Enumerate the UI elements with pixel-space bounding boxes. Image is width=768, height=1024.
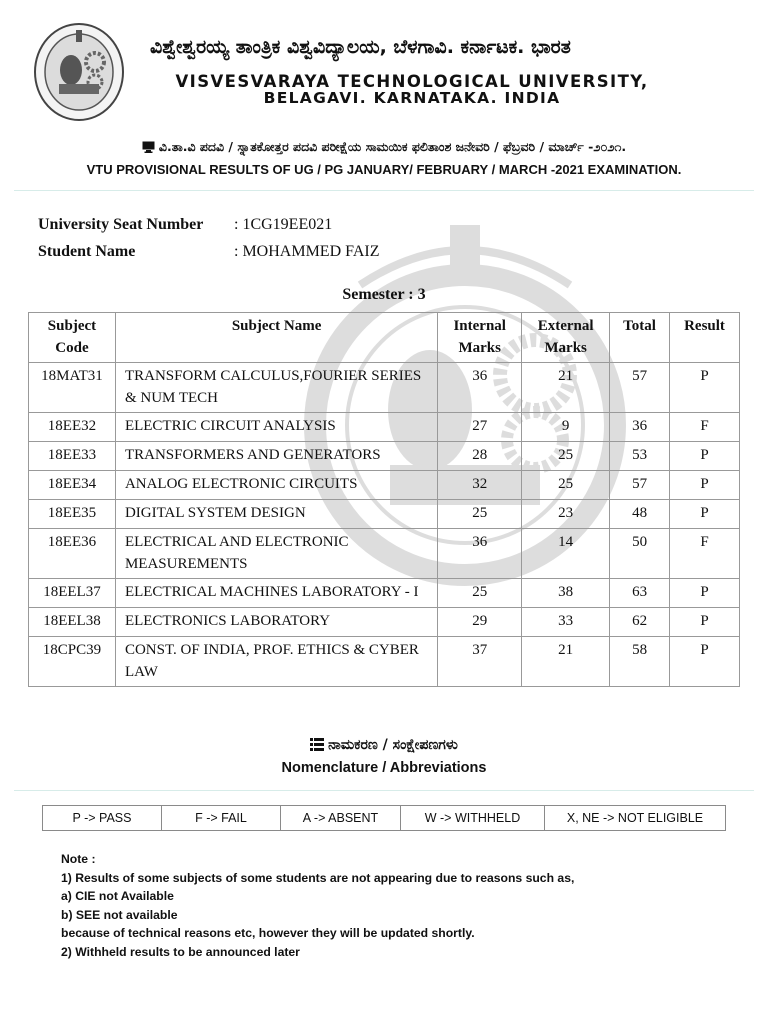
external-marks: 25 xyxy=(522,471,610,500)
note-line: 2) Withheld results to be announced later xyxy=(61,944,300,959)
internal-marks: 37 xyxy=(438,637,522,687)
subject-name: ANALOG ELECTRONIC CIRCUITS xyxy=(115,471,437,500)
total-marks: 58 xyxy=(610,637,670,687)
table-row xyxy=(29,471,740,500)
note-line: 1) Results of some subjects of some students are not appearing due to reasons such as, xyxy=(61,870,575,885)
total-marks: 36 xyxy=(610,413,670,442)
university-name-english: VISVESVARAYA TECHNOLOGICAL UNIVERSITY, xyxy=(175,72,649,91)
abbr-absent: A -> ABSENT xyxy=(281,806,401,831)
result-status: P xyxy=(670,608,740,637)
total-marks: 50 xyxy=(610,529,670,579)
notes-section xyxy=(61,850,574,961)
student-name-label: Student Name xyxy=(38,243,136,260)
semester-heading: Semester : 3 xyxy=(342,286,426,303)
result-status: F xyxy=(670,413,740,442)
header-total: Total xyxy=(610,313,670,363)
results-header-row xyxy=(29,313,740,363)
subject-name: DIGITAL SYSTEM DESIGN xyxy=(115,500,437,529)
total-marks: 48 xyxy=(610,500,670,529)
subject-code: 18EE34 xyxy=(29,471,116,500)
internal-marks: 29 xyxy=(438,608,522,637)
abbr-withheld: W -> WITHHELD xyxy=(401,806,545,831)
nomenclature-title-kannada-text: ನಾಮಕರಣ / ಸಂಕ್ಷೇಪಣಗಳು xyxy=(328,737,458,753)
table-row xyxy=(29,529,740,579)
subject-name: ELECTRICAL AND ELECTRONIC MEASUREMENTS xyxy=(115,529,437,579)
header-external-marks: External Marks xyxy=(522,313,610,363)
table-row xyxy=(29,500,740,529)
monitor-icon xyxy=(142,141,155,156)
result-status: P xyxy=(670,363,740,413)
note-line: because of technical reasons etc, however they will be updated shortly. xyxy=(61,926,475,940)
subject-name: TRANSFORM CALCULUS,FOURIER SERIES & NUM TECH xyxy=(115,363,437,413)
subject-code: 18EE33 xyxy=(29,442,116,471)
nomenclature-title-kannada xyxy=(0,737,768,755)
total-marks: 57 xyxy=(610,471,670,500)
header-divider xyxy=(14,190,754,191)
subject-code: 18EE36 xyxy=(29,529,116,579)
total-marks: 53 xyxy=(610,442,670,471)
abbr-not-eligible: X, NE -> NOT ELIGIBLE xyxy=(545,806,726,831)
header-result: Result xyxy=(670,313,740,363)
list-icon xyxy=(310,738,324,755)
result-status: P xyxy=(670,442,740,471)
usn-label: University Seat Number xyxy=(38,216,204,233)
external-marks: 21 xyxy=(522,363,610,413)
internal-marks: 28 xyxy=(438,442,522,471)
subject-code: 18EEL37 xyxy=(29,579,116,608)
total-marks: 62 xyxy=(610,608,670,637)
subject-name: TRANSFORMERS AND GENERATORS xyxy=(115,442,437,471)
internal-marks: 25 xyxy=(438,579,522,608)
university-logo xyxy=(33,22,125,122)
external-marks: 33 xyxy=(522,608,610,637)
page-header xyxy=(0,0,768,130)
external-marks: 14 xyxy=(522,529,610,579)
table-row xyxy=(29,637,740,687)
external-marks: 9 xyxy=(522,413,610,442)
abbreviations-row xyxy=(43,806,726,831)
subject-name: CONST. OF INDIA, PROF. ETHICS & CYBER LAW xyxy=(115,637,437,687)
external-marks: 21 xyxy=(522,637,610,687)
table-row xyxy=(29,413,740,442)
internal-marks: 36 xyxy=(438,529,522,579)
header-internal-marks: Internal Marks xyxy=(438,313,522,363)
note-line: a) CIE not Available xyxy=(61,889,174,903)
note-line: b) SEE not available xyxy=(61,907,178,922)
abbr-fail: F -> FAIL xyxy=(162,806,281,831)
subject-code: 18EE35 xyxy=(29,500,116,529)
exam-title-kannada xyxy=(0,139,768,156)
university-name-kannada: ವಿಶ್ವೇಶ್ವರಯ್ಯ ತಾಂತ್ರಿಕ ವಿಶ್ವವಿದ್ಯಾಲಯ, ಬೆಳಗಾವಿ. ಕರ್ನಾಟಕ. ಭಾರತ xyxy=(150,36,571,58)
external-marks: 23 xyxy=(522,500,610,529)
result-status: F xyxy=(670,529,740,579)
header-subject-name: Subject Name xyxy=(115,313,437,363)
internal-marks: 25 xyxy=(438,500,522,529)
abbreviations-table xyxy=(42,805,726,831)
result-status: P xyxy=(670,579,740,608)
subject-code: 18EE32 xyxy=(29,413,116,442)
internal-marks: 36 xyxy=(438,363,522,413)
table-row xyxy=(29,608,740,637)
nomenclature-title-english: Nomenclature / Abbreviations xyxy=(281,760,487,776)
total-marks: 63 xyxy=(610,579,670,608)
table-row xyxy=(29,363,740,413)
usn-value: : 1CG19EE021 xyxy=(234,216,333,233)
subject-code: 18MAT31 xyxy=(29,363,116,413)
table-row xyxy=(29,442,740,471)
external-marks: 25 xyxy=(522,442,610,471)
header-subject-code: Subject Code xyxy=(29,313,116,363)
subject-name: ELECTRONICS LABORATORY xyxy=(115,608,437,637)
total-marks: 57 xyxy=(610,363,670,413)
notes-heading: Note : xyxy=(61,852,96,866)
external-marks: 38 xyxy=(522,579,610,608)
university-location: BELAGAVI. KARNATAKA. INDIA xyxy=(263,89,561,107)
internal-marks: 27 xyxy=(438,413,522,442)
result-status: P xyxy=(670,500,740,529)
exam-title-kannada-text: ವಿ.ತಾ.ವಿ ಪದವಿ / ಸ್ನಾತಕೋತ್ತರ ಪದವಿ ಪರೀಕ್ಷೆಯ ಸಾಮಯಿಕ ಫಲಿತಾಂಶ ಜನೇವರಿ / ಫೆಬ್ರವರಿ / ಮಾರ್ಚ್ -೨೦೨೧. xyxy=(158,139,627,154)
exam-title-english: VTU PROVISIONAL RESULTS OF UG / PG JANUARY/ FEBRUARY / MARCH -2021 EXAMINATION. xyxy=(86,162,682,177)
subject-name: ELECTRIC CIRCUIT ANALYSIS xyxy=(115,413,437,442)
result-status: P xyxy=(670,471,740,500)
abbr-pass: P -> PASS xyxy=(43,806,162,831)
subject-code: 18CPC39 xyxy=(29,637,116,687)
result-status: P xyxy=(670,637,740,687)
internal-marks: 32 xyxy=(438,471,522,500)
table-row xyxy=(29,579,740,608)
subject-name: ELECTRICAL MACHINES LABORATORY - I xyxy=(115,579,437,608)
student-name-value: : MOHAMMED FAIZ xyxy=(234,243,380,260)
subject-code: 18EEL38 xyxy=(29,608,116,637)
results-table xyxy=(28,312,740,687)
nomenclature-divider xyxy=(14,790,754,791)
